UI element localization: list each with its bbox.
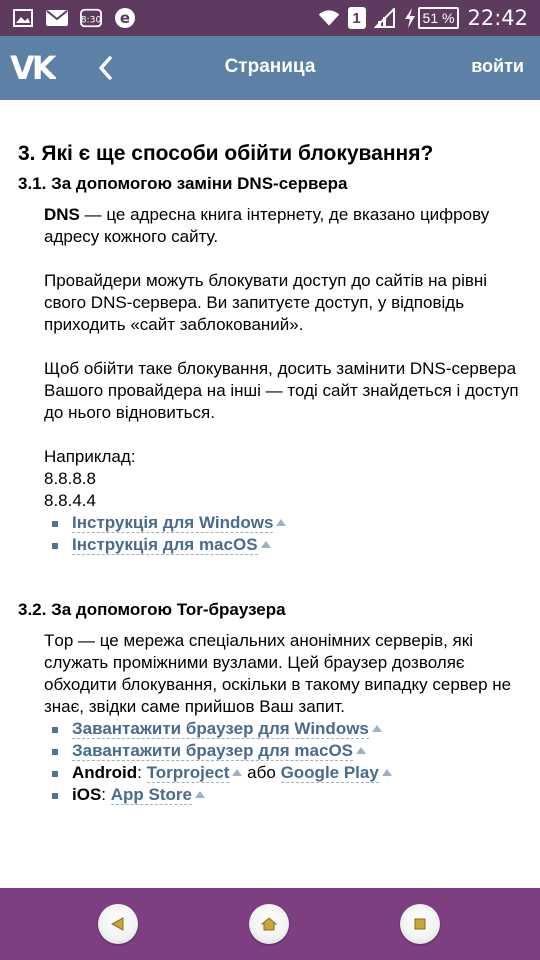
- arrow-up-icon: [276, 519, 286, 526]
- dns-term: DNS: [44, 205, 80, 224]
- or-text: або: [247, 763, 276, 782]
- section-3-2: [18, 598, 522, 806]
- windows-instruction-link[interactable]: Інструкція для Windows: [72, 513, 274, 532]
- dns-definition: [44, 204, 522, 248]
- section-3-2-title: 3.2. За допомогою Tor-браузера: [18, 600, 286, 619]
- section-3-1-title: 3.1. За допомогою заміни DNS-сервера: [18, 174, 348, 193]
- signal-icon: [374, 8, 396, 28]
- list-item: [52, 784, 522, 806]
- torproject-link[interactable]: Torproject: [146, 763, 230, 782]
- notification-time-text: 8:30: [80, 14, 102, 26]
- dns-server-2: 8.8.4.4: [44, 491, 96, 510]
- status-time: 22:42: [467, 6, 528, 30]
- nav-home-button[interactable]: [249, 904, 289, 944]
- list-item: [52, 718, 522, 740]
- sim-badge-icon: 1: [348, 7, 366, 29]
- google-play-link[interactable]: Google Play: [280, 763, 379, 782]
- colon: :: [137, 763, 142, 782]
- arrow-up-icon: [232, 769, 242, 776]
- android-label: Android: [72, 763, 138, 782]
- app-header: [0, 36, 540, 100]
- battery-indicator: [404, 7, 460, 29]
- image-icon: [12, 8, 34, 28]
- tor-macos-link[interactable]: Завантажити браузер для macOS: [72, 741, 354, 760]
- tor-windows-link[interactable]: Завантажити браузер для Windows: [72, 719, 369, 738]
- providers-paragraph: Провайдери можуть блокувати доступ до сайтів на рівні свого DNS-сервера. Ви запитуєте доступ, у відповідь приходить «сайт заблокований».: [44, 271, 488, 334]
- example-label: Наприклад:: [44, 447, 136, 466]
- battery-icon: 51 %: [418, 7, 460, 29]
- tor-download-list: [52, 718, 522, 806]
- article-heading: 3. Які є ще способи обійти блокування?: [18, 142, 434, 165]
- arrow-up-icon: [261, 541, 271, 548]
- bypass-paragraph: Щоб обійти таке блокування, досить замінити DNS-сервера Вашого провайдера на інші — тоді сайт знайдеться і доступ до нього відновиться.: [44, 359, 519, 422]
- colon: :: [101, 785, 107, 804]
- nav-back-icon: [111, 917, 125, 931]
- svg-text:e: e: [119, 9, 131, 27]
- nav-home-icon: [261, 917, 277, 931]
- dns-example: [44, 446, 522, 512]
- tor-paragraph: Tор — це мережа спеціальних анонімних серверів, які служать проміжними вузлами. Цей браузер дозволяє обходити блокування, оскільки в такому випадку сервер не знає, звідки саме прийшов Ваш запит.: [44, 631, 512, 716]
- login-button[interactable]: войти: [471, 56, 524, 76]
- nav-menu-button[interactable]: [400, 904, 440, 944]
- status-bar: [0, 0, 540, 36]
- nav-menu-icon: [413, 917, 427, 931]
- list-item: [52, 762, 522, 784]
- article-content: [0, 100, 540, 888]
- wifi-icon: [318, 8, 340, 28]
- list-item: [52, 740, 522, 762]
- page-title: Страница: [224, 56, 316, 77]
- alarm-clock-icon: [80, 8, 102, 28]
- arrow-up-icon: [382, 769, 392, 776]
- mail-icon: [46, 8, 68, 28]
- svg-text:VK: VK: [10, 50, 54, 86]
- bottom-nav: [0, 888, 540, 960]
- ios-label: iOS: [72, 785, 102, 804]
- e-icon: [114, 8, 136, 28]
- arrow-up-icon: [372, 725, 382, 732]
- dns-definition-text: — це адресна книга інтернету, де вказано цифрову адресу кожного сайту.: [44, 205, 490, 246]
- macos-instruction-link[interactable]: Інструкція для macOS: [72, 535, 258, 554]
- app-store-link[interactable]: App Store: [110, 785, 192, 804]
- list-item: [52, 512, 522, 534]
- arrow-up-icon: [356, 747, 366, 754]
- dns-instruction-list: [52, 512, 522, 556]
- list-item: [52, 534, 522, 556]
- dns-server-1: 8.8.8.8: [44, 469, 96, 488]
- arrow-up-icon: [195, 791, 205, 798]
- nav-back-button[interactable]: [98, 904, 138, 944]
- charging-icon: [404, 8, 416, 28]
